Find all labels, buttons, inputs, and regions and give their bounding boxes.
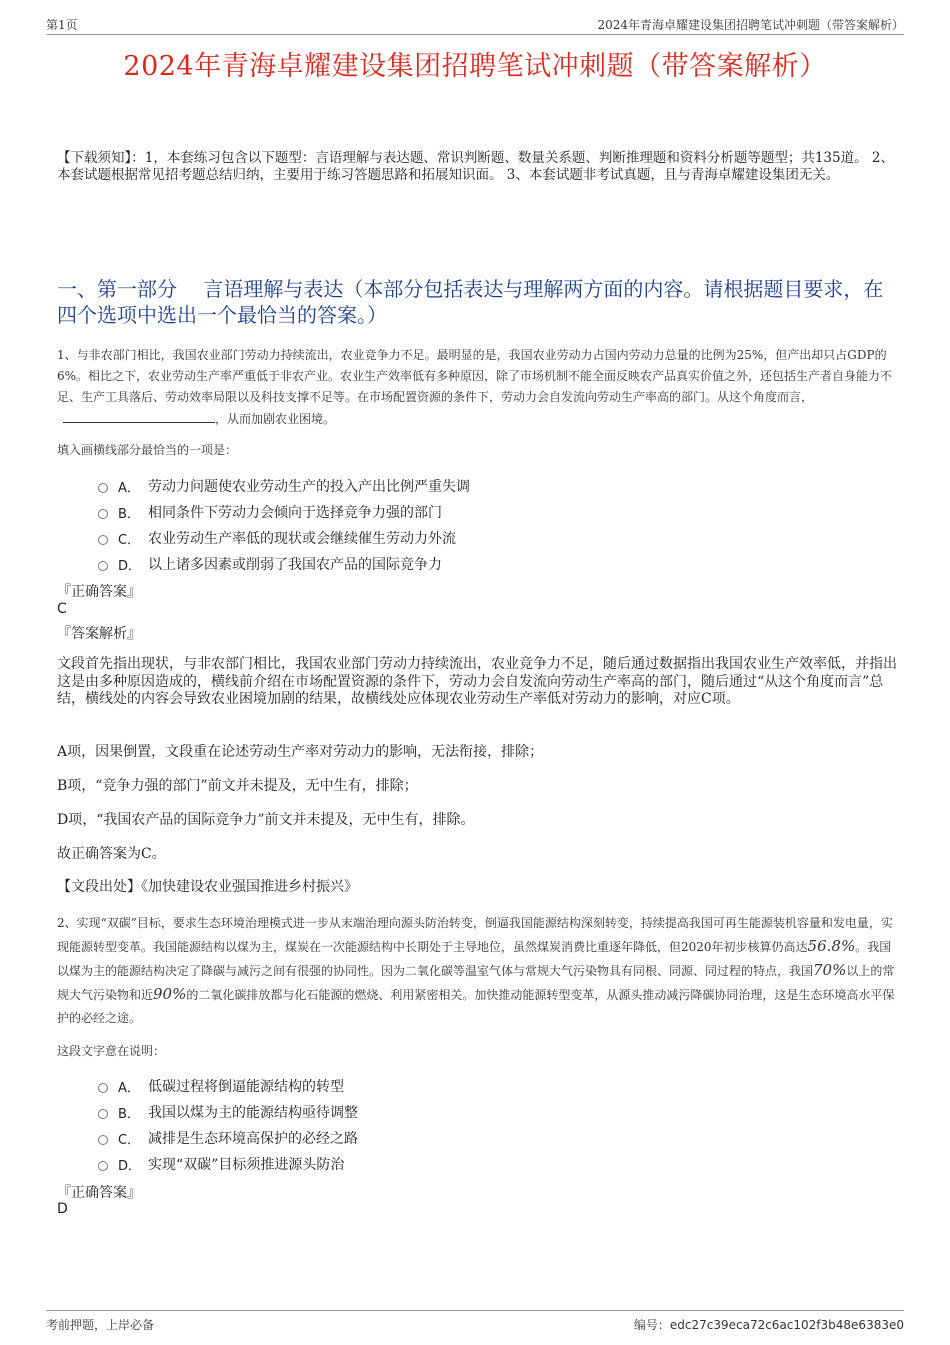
option-c[interactable]: C． 农业劳动生产率低的现状或会继续催生劳动力外流 (98, 525, 470, 551)
radio-icon[interactable] (98, 509, 108, 519)
source-citation: 【文段出处】《加快建设农业强国推进乡村振兴》 (57, 879, 358, 895)
number-1: 56.8% (807, 937, 856, 955)
question-2-text: 2、实现“双碳”目标，要求生态环境治理模式进一步从末端治理向源头防治转变，倒逼我国能源结构深刻转变，持续提高我国可再生能源装机容量和发电量，实现能源转型变革。我国能源结构以煤为主，煤炭在一次能源结构中长期处于主导地位，虽然煤炭消费比重逐年降低，但2020年初步核算仍高达56.8%。我国以煤为主的能源结构决定了降碳与减污之间有很强的协同性。因为二氧化碳等温室气体与常规大气污染物具有同根、同源、同过程的特点，我国70%以上的常规大气污染物和近90%的二氧化碳排放都与化石能源的燃烧、利用紧密相关。加快推动能源转型变革，从源头推动减污降碳协同治理，这是生态环境高水平保护的必经之途。 (57, 916, 895, 1025)
option-d[interactable]: D． 以上诸多因素或削弱了我国农产品的国际竞争力 (98, 551, 470, 577)
number-3: 90% (153, 985, 187, 1003)
radio-icon[interactable] (98, 1135, 108, 1145)
answer-label: 『正确答案』 (57, 584, 141, 600)
radio-icon[interactable] (98, 483, 108, 493)
question-1-text (57, 345, 897, 430)
analysis-label: 『答案解析』 (57, 626, 141, 642)
analysis-option-a: A项，因果倒置，文段重在论述劳动生产率对劳动力的影响，无法衔接，排除； (57, 744, 544, 760)
option-a[interactable]: A． 劳动力问题使农业劳动生产的投入产出比例严重失调 (98, 473, 470, 499)
download-notice: 【下载须知】：1，本套练习包含以下题型：言语理解与表达题、常识判断题、数量关系题、判断推理题和资料分析题等题型；共135道。 2、本套试题根据常见招考题总结归纳，主要用于练习答题思路和拓展知识面。 3、本套试题非考试真题，且与青海卓耀建设集团无关。 (57, 150, 894, 183)
question-1-prompt: 填入画横线部分最恰当的一项是： (57, 443, 238, 457)
option-b[interactable]: B． 我国以煤为主的能源结构亟待调整 (98, 1099, 358, 1125)
answer-value: D (57, 1201, 68, 1217)
option-c[interactable]: C． 减排是生态环境高保护的必经之路 (98, 1125, 358, 1151)
option-a[interactable]: A． 低碳过程将倒逼能源结构的转型 (98, 1073, 358, 1099)
radio-icon[interactable] (98, 1109, 108, 1119)
analysis-conclusion: 故正确答案为C。 (57, 846, 166, 862)
question-1-text-before: 1、与非农部门相比，我国农业部门劳动力持续流出，农业竞争力不足。最明显的是，我国农业劳动力占国内劳动力总量的比例为25%，但产出却只占GDP的6%。相比之下，农业劳动生产率严重低于非农产业。农业生产效率低有多种原因，除了市场机制不能全面反映农产品真实价值之外，还包括生产者自身能力不足、生产工具落后、劳动效率局限以及科技支撑不足等。在市场配置资源的条件下，劳动力会自发流向劳动生产率高的部门。从这个角度而言， (57, 348, 893, 404)
analysis-paragraph: 文段首先指出现状，与非农部门相比，我国农业部门劳动力持续流出，农业竞争力不足，随后通过数据指出我国农业生产效率低，并指出这是由多种原因造成的，横线前介绍在市场配置资源的条件下，劳动力会自发流向劳动生产率高的部门，随后通过“从这个角度而言”总结，横线处的内容会导致农业困境加剧的结果，故横线处应体现农业劳动生产率低对劳动力的影响，对应C项。 (57, 656, 897, 707)
page-number: 第1页 (46, 18, 78, 32)
radio-icon[interactable] (98, 1161, 108, 1171)
analysis-option-b: B项，“竞争力强的部门”前文并未提及，无中生有，排除； (57, 778, 418, 794)
footer-slogan: 考前押题，上岸必备 (46, 1318, 155, 1332)
radio-icon[interactable] (98, 561, 108, 571)
question-2-options (98, 1073, 358, 1177)
question-2-prompt: 这段文字意在说明： (57, 1044, 166, 1058)
question-1-text-after: ，从而加剧农业困境。 (215, 412, 336, 426)
document-title: 2024年青海卓耀建设集团招聘笔试冲刺题（带答案解析） (123, 51, 827, 82)
radio-icon[interactable] (98, 535, 108, 545)
header-doc-title: 2024年青海卓耀建设集团招聘笔试冲刺题（带答案解析） (597, 18, 904, 32)
fill-blank (63, 408, 215, 423)
answer-value: C (57, 601, 67, 617)
answer-label: 『正确答案』 (57, 1185, 141, 1201)
page-header (46, 14, 904, 35)
number-2: 70% (813, 961, 847, 979)
option-b[interactable]: B． 相同条件下劳动力会倾向于选择竞争力强的部门 (98, 499, 470, 525)
footer-code: 编号：edc27c39eca72c6ac102f3b48e6383e0 (633, 1318, 904, 1332)
option-d[interactable]: D． 实现“双碳”目标须推进源头防治 (98, 1151, 358, 1177)
analysis-option-d: D项，“我国农产品的国际竞争力”前文并未提及，无中生有，排除。 (57, 812, 475, 828)
section-heading: 一、第一部分 言语理解与表达（本部分包括表达与理解两方面的内容。请根据题目要求，在四个选项中选出一个最恰当的答案。） (57, 277, 884, 327)
radio-icon[interactable] (98, 1083, 108, 1093)
question-1-options (98, 473, 470, 577)
page-footer (46, 1310, 904, 1333)
